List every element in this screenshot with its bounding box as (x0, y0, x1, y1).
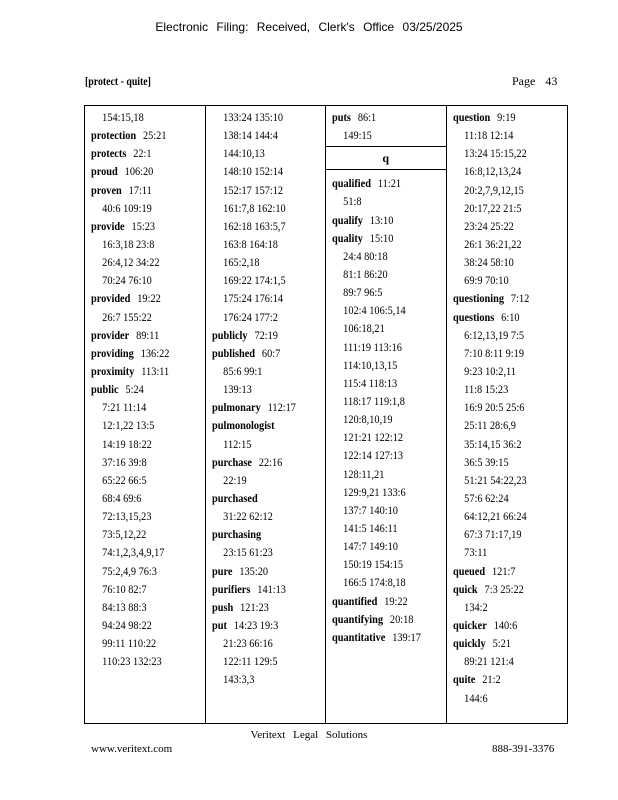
page-line-ref: 84:13 88:3 (102, 599, 147, 614)
index-entry (212, 562, 310, 580)
index-entry (212, 453, 310, 471)
page-line-ref: 6:10 (500, 309, 520, 324)
index-entry (212, 416, 310, 434)
index-term: purchase (211, 454, 252, 469)
index-term: protects (91, 146, 127, 161)
index-term: public (91, 382, 119, 397)
page-line-ref: 26:4,12 34:22 (102, 255, 160, 270)
page-line-ref: 141:13 (256, 581, 286, 596)
page-line-ref: 14:23 19:3 (233, 617, 278, 632)
page-line-ref: 122:14 127:13 (343, 448, 404, 463)
filing-stamp: Electronic Filing: Received, Clerk's Office 03/25/2025 (155, 20, 463, 34)
index-entry (332, 610, 430, 628)
page-line-ref: 26:7 155:22 (102, 309, 152, 324)
page-line-ref: 135:20 (238, 563, 268, 578)
page-line-ref: 163:8 164:18 (222, 236, 278, 251)
index-entry (453, 289, 551, 307)
page-line-ref: 7:3 25:22 (484, 581, 524, 596)
index-entry (212, 616, 310, 634)
page-line-ref: 13:24 15:15,22 (463, 146, 527, 161)
page-line-ref: 17:11 (128, 182, 152, 197)
page-line-ref: 16:9 20:5 25:6 (463, 400, 524, 415)
index-term: providing (91, 345, 134, 360)
page-line-ref: 136:22 (140, 345, 170, 360)
index-entry (453, 308, 551, 326)
page-number (512, 74, 557, 89)
section-heading: q (326, 146, 446, 170)
index-entry (453, 562, 551, 580)
page-line-ref: 141:5 146:11 (343, 520, 398, 535)
page-line-ref: 128:11,21 (343, 466, 385, 481)
page-line-ref: 86:1 (357, 110, 377, 124)
page-line-ref: 169:22 174:1,5 (222, 273, 286, 288)
index-term: quickly (452, 636, 486, 651)
page-line-ref: 36:5 39:15 (463, 454, 509, 469)
page-line-ref: 120:8,10,19 (343, 412, 393, 427)
page-line-ref: 15:23 (131, 218, 156, 233)
page-line-ref: 165:2,18 (222, 255, 260, 270)
page-line-ref: 12:1,22 13:5 (102, 418, 155, 433)
page-line-ref: 6:12,13,19 7:5 (463, 327, 524, 342)
page-line-ref: 5:21 (492, 636, 511, 651)
page-line-ref: 149:15 (343, 128, 372, 143)
page-line-ref: 162:18 163:5,7 (222, 218, 286, 233)
index-entry (91, 181, 189, 199)
page-line-ref: 20:18 (389, 611, 414, 626)
page-line-ref: 11:18 12:14 (463, 128, 513, 143)
page-line-ref: 121:7 (491, 563, 516, 578)
page-line-ref: 110:23 132:23 (102, 654, 162, 669)
page-line-ref: 144:10,13 (222, 146, 265, 161)
page-line-ref: 13:10 (369, 212, 394, 227)
index-term: proud (91, 164, 118, 179)
page-line-ref: 102:4 106:5,14 (343, 303, 406, 318)
page-line-ref: 139:13 (222, 382, 252, 397)
index-term: provide (91, 218, 125, 233)
index-term: questions (452, 309, 494, 324)
page-line-ref: 31:22 62:12 (222, 509, 273, 524)
page-line-ref: 176:24 177:2 (222, 309, 278, 324)
index-term: proximity (91, 363, 135, 378)
index-entry (91, 344, 189, 362)
page-line-ref: 70:24 76:10 (102, 273, 152, 288)
index-term: quite (452, 672, 475, 687)
page-line-ref: 21:2 (481, 672, 501, 687)
page-line-ref: 68:4 69:6 (102, 490, 142, 505)
index-term: qualify (332, 212, 363, 227)
page-line-ref: 147:7 149:10 (343, 539, 398, 554)
page-line-ref: 112:15 (222, 436, 251, 451)
footer-company: Veritext Legal Solutions (250, 729, 368, 741)
index-entry (212, 489, 310, 507)
page-line-ref: 38:24 58:10 (463, 255, 514, 270)
page-line-ref: 143:3,3 (222, 672, 254, 687)
page-line-ref: 23:15 61:23 (222, 545, 273, 560)
index-entry (91, 362, 189, 380)
index-range: [protect - quite] (85, 74, 151, 88)
index-entry (332, 628, 430, 646)
page-line-ref: 122:11 129:5 (222, 654, 278, 669)
index-term: questioning (452, 291, 504, 306)
index-entry (91, 380, 189, 398)
page-line-ref: 89:11 (136, 327, 160, 342)
page-line-ref: 114:10,13,15 (343, 357, 398, 372)
index-term: pulmonologist (211, 418, 275, 433)
index-term: published (211, 345, 255, 360)
page-line-ref: 40:6 109:19 (102, 200, 152, 215)
page-line-ref: 81:1 86:20 (343, 266, 388, 281)
index-entry (332, 174, 430, 192)
index-term: quantitative (332, 629, 386, 644)
index-entry (212, 580, 310, 598)
index-entry (453, 108, 551, 126)
page-line-ref: 51:8 (343, 194, 362, 209)
index-column-1 (85, 106, 206, 723)
page-line-ref: 51:21 54:22,23 (463, 472, 527, 487)
index-term: quantified (332, 593, 378, 608)
page-line-ref: 15:10 (369, 230, 394, 245)
index-entry (91, 217, 189, 235)
page-line-ref: 150:19 154:15 (343, 557, 404, 572)
page-line-ref: 19:22 (384, 593, 408, 608)
page-line-ref: 22:16 (258, 454, 282, 469)
page-line-ref: 106:18,21 (343, 321, 385, 336)
page-line-ref: 9:23 10:2,11 (463, 363, 516, 378)
page-line-ref: 72:13,15,23 (102, 509, 152, 524)
index-term: push (211, 599, 233, 614)
index-term: purchased (211, 490, 258, 505)
page-line-ref: 166:5 174:8,18 (343, 575, 406, 590)
index-column-2 (206, 106, 327, 723)
index-entry (453, 580, 551, 598)
page-line-ref: 152:17 157:12 (222, 182, 283, 197)
page-line-ref: 69:9 70:10 (463, 273, 509, 288)
index-entry (453, 670, 551, 688)
page-line-ref: 35:14,15 36:2 (463, 436, 522, 451)
index-term: put (211, 617, 227, 632)
index-entry (212, 326, 310, 344)
index-entry (453, 616, 551, 634)
index-entry (91, 144, 189, 162)
page-line-ref: 113:11 (141, 363, 170, 378)
index-entry (332, 108, 430, 126)
page-line-ref: 112:17 (267, 400, 296, 415)
index-entry (332, 229, 430, 247)
page-line-ref: 144:6 (463, 690, 488, 705)
page-line-ref: 129:9,21 133:6 (343, 484, 406, 499)
index-column-4 (447, 106, 568, 723)
page-line-ref: 106:20 (124, 164, 154, 179)
index-term: pulmonary (211, 400, 261, 415)
index-term: pure (211, 563, 232, 578)
page-line-ref: 73:11 (463, 545, 487, 560)
index-entry (212, 598, 310, 616)
index-entry (212, 344, 310, 362)
page-line-ref: 25:11 28:6,9 (463, 418, 516, 433)
index-term: provided (91, 291, 131, 306)
page-line-ref: 139:17 (392, 629, 421, 644)
index-entry (91, 126, 189, 144)
page-line-ref: 154:15,18 (102, 110, 144, 124)
index-term: purchasing (211, 527, 261, 542)
index-term: quantifying (332, 611, 384, 626)
index-entry (332, 592, 430, 610)
footer-website: www.veritext.com (91, 743, 173, 755)
page-line-ref: 133:24 135:10 (222, 110, 283, 124)
page-line-ref: 7:21 11:14 (102, 400, 147, 415)
index-entry (332, 211, 430, 229)
index-term: protection (91, 128, 137, 143)
index-term: queued (452, 563, 485, 578)
page-label: Page (512, 74, 536, 88)
page-line-ref: 22:19 (222, 472, 247, 487)
page-line-ref: 23:24 25:22 (463, 218, 514, 233)
page-line-ref: 7:10 8:11 9:19 (463, 345, 524, 360)
page-line-ref: 16:8,12,13,24 (463, 164, 521, 179)
page-line-ref: 76:10 82:7 (102, 581, 147, 596)
page-line-ref: 37:16 39:8 (102, 454, 147, 469)
page-line-ref: 138:14 144:4 (222, 128, 278, 143)
index-term: quicker (452, 617, 487, 632)
page-line-ref: 22:1 (133, 146, 152, 161)
page-line-ref: 118:17 119:1,8 (343, 393, 405, 408)
page-line-ref: 148:10 152:14 (222, 164, 283, 179)
index-term: purifiers (211, 581, 250, 596)
index-term: provider (91, 327, 130, 342)
page-line-ref: 65:22 66:5 (102, 472, 147, 487)
page-line-ref: 89:21 121:4 (463, 654, 514, 669)
index-entry (91, 162, 189, 180)
index-term: qualified (332, 176, 372, 191)
page-line-ref: 16:3,18 23:8 (102, 236, 155, 251)
page-line-ref: 5:24 (125, 382, 144, 397)
page-line-ref: 74:1,2,3,4,9,17 (102, 545, 165, 560)
page-line-ref: 57:6 62:24 (463, 490, 509, 505)
page-line-ref: 137:7 140:10 (343, 502, 398, 517)
page-line-ref: 20:2,7,9,12,15 (463, 182, 524, 197)
word-index-grid (84, 105, 568, 724)
page-line-ref: 24:4 80:18 (343, 248, 388, 263)
page-line-ref: 89:7 96:5 (343, 285, 383, 300)
index-column-3 (326, 106, 447, 723)
page-line-ref: 121:21 122:12 (343, 430, 404, 445)
page-line-ref: 115:4 118:13 (343, 375, 398, 390)
index-entry (212, 398, 310, 416)
page-line-ref: 161:7,8 162:10 (222, 200, 286, 215)
page-line-ref: 60:7 (261, 345, 280, 360)
page-line-ref: 64:12,21 66:24 (463, 509, 527, 524)
page-line-ref: 21:23 66:16 (222, 636, 273, 651)
page-line-ref: 75:2,4,9 76:3 (102, 563, 157, 578)
index-term: puts (332, 110, 351, 124)
index-entry (453, 634, 551, 652)
page-line-ref: 67:3 71:17,19 (463, 527, 522, 542)
index-entry (91, 289, 189, 307)
page-line-ref: 26:1 36:21,22 (463, 236, 522, 251)
page-line-ref: 19:22 (137, 291, 161, 306)
page-line-ref: 72:19 (253, 327, 278, 342)
page-line-ref: 7:12 (510, 291, 529, 306)
page-line-ref: 85:6 99:1 (222, 363, 262, 378)
page-line-ref: 111:19 113:16 (343, 339, 402, 354)
page-line-ref: 140:6 (493, 617, 517, 632)
page-line-ref: 175:24 176:14 (222, 291, 283, 306)
index-term: proven (91, 182, 122, 197)
index-term: publicly (211, 327, 248, 342)
page-line-ref: 9:19 (496, 110, 516, 124)
page-line-ref: 14:19 18:22 (102, 436, 152, 451)
page-line-ref: 134:2 (463, 599, 488, 614)
page-line-ref: 11:8 15:23 (463, 382, 508, 397)
index-term: quick (452, 581, 478, 596)
page-line-ref: 121:23 (239, 599, 269, 614)
page-line-ref: 20:17,22 21:5 (463, 200, 522, 215)
page-line-ref: 73:5,12,22 (102, 527, 147, 542)
page-line-ref: 94:24 98:22 (102, 617, 152, 632)
index-entry (91, 326, 189, 344)
page-line-ref: 25:21 (142, 128, 167, 143)
page-number-value: 43 (545, 74, 558, 88)
page-line-ref: 99:11 110:22 (102, 636, 157, 651)
page-line-ref: 11:21 (377, 176, 402, 191)
index-term: question (452, 110, 490, 124)
index-term: quality (332, 230, 363, 245)
footer-phone: 888-391-3376 (492, 743, 555, 755)
index-entry (212, 525, 310, 543)
